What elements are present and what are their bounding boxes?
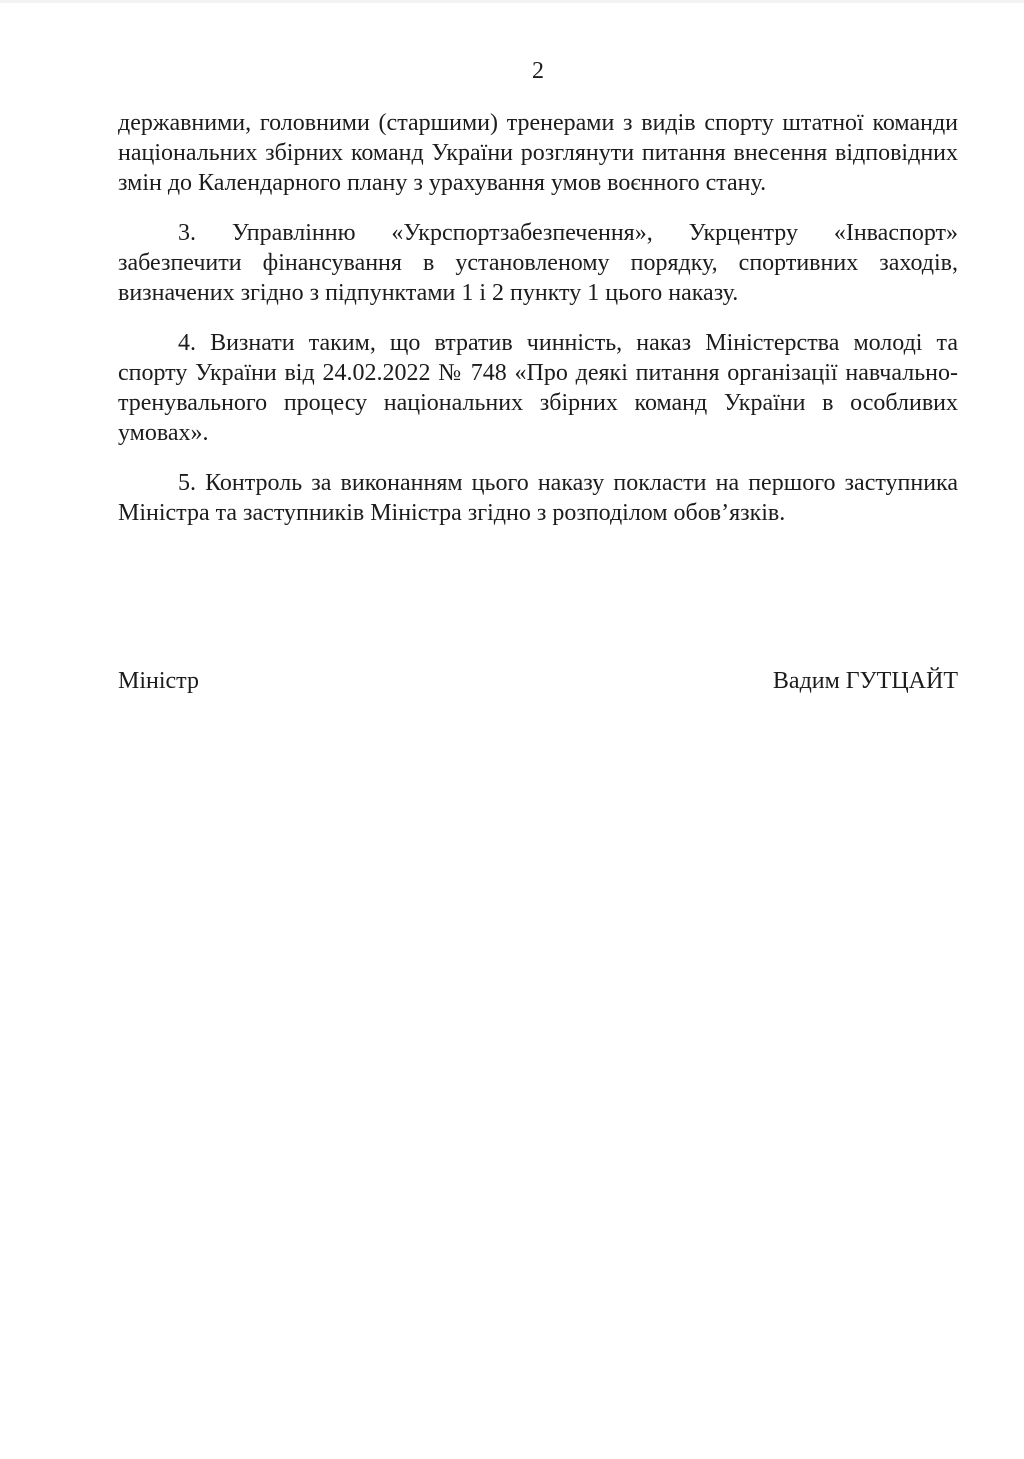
scan-edge-strip <box>0 0 1024 3</box>
signatory-name: Вадим ГУТЦАЙТ <box>772 668 958 694</box>
text-line: визначених згідно з підпунктами 1 і 2 пункту 1 цього наказу. <box>118 280 739 306</box>
signatory-title: Міністр <box>118 668 199 694</box>
text-line: Міністра та заступників Міністра згідно з розподілом обов’язків. <box>118 500 786 526</box>
text-line: змін до Календарного плану з урахування умов воєнного стану. <box>118 170 767 196</box>
paragraph-item-3 <box>118 218 958 308</box>
paragraph-continuation <box>118 108 958 198</box>
text-line: державними, головними (старшими) тренерами з видів спорту штатної команди <box>118 110 958 136</box>
text-line: умовах». <box>118 420 209 446</box>
text-line: 4. Визнати таким, що втратив чинність, наказ Міністерства молоді та <box>178 330 958 356</box>
text-line: 5. Контроль за виконанням цього наказу покласти на першого заступника <box>178 470 958 496</box>
paragraph-item-4 <box>118 328 958 448</box>
signature-block <box>118 666 958 696</box>
page-number: 2 <box>532 58 544 84</box>
text-line: забезпечити фінансування в установленому порядку, спортивних заходів, <box>118 250 958 276</box>
paragraph-item-5 <box>118 468 958 528</box>
text-line: 3. Управлінню «Укрспортзабезпечення», Укрцентру «Інваспорт» <box>178 220 958 246</box>
document-body <box>118 108 958 548</box>
text-line: тренувального процесу національних збірних команд України в особливих <box>118 390 958 416</box>
text-line: національних збірних команд України розглянути питання внесення відповідних <box>118 140 958 166</box>
text-line: спорту України від 24.02.2022 № 748 «Про деякі питання організації навчально- <box>118 360 958 386</box>
